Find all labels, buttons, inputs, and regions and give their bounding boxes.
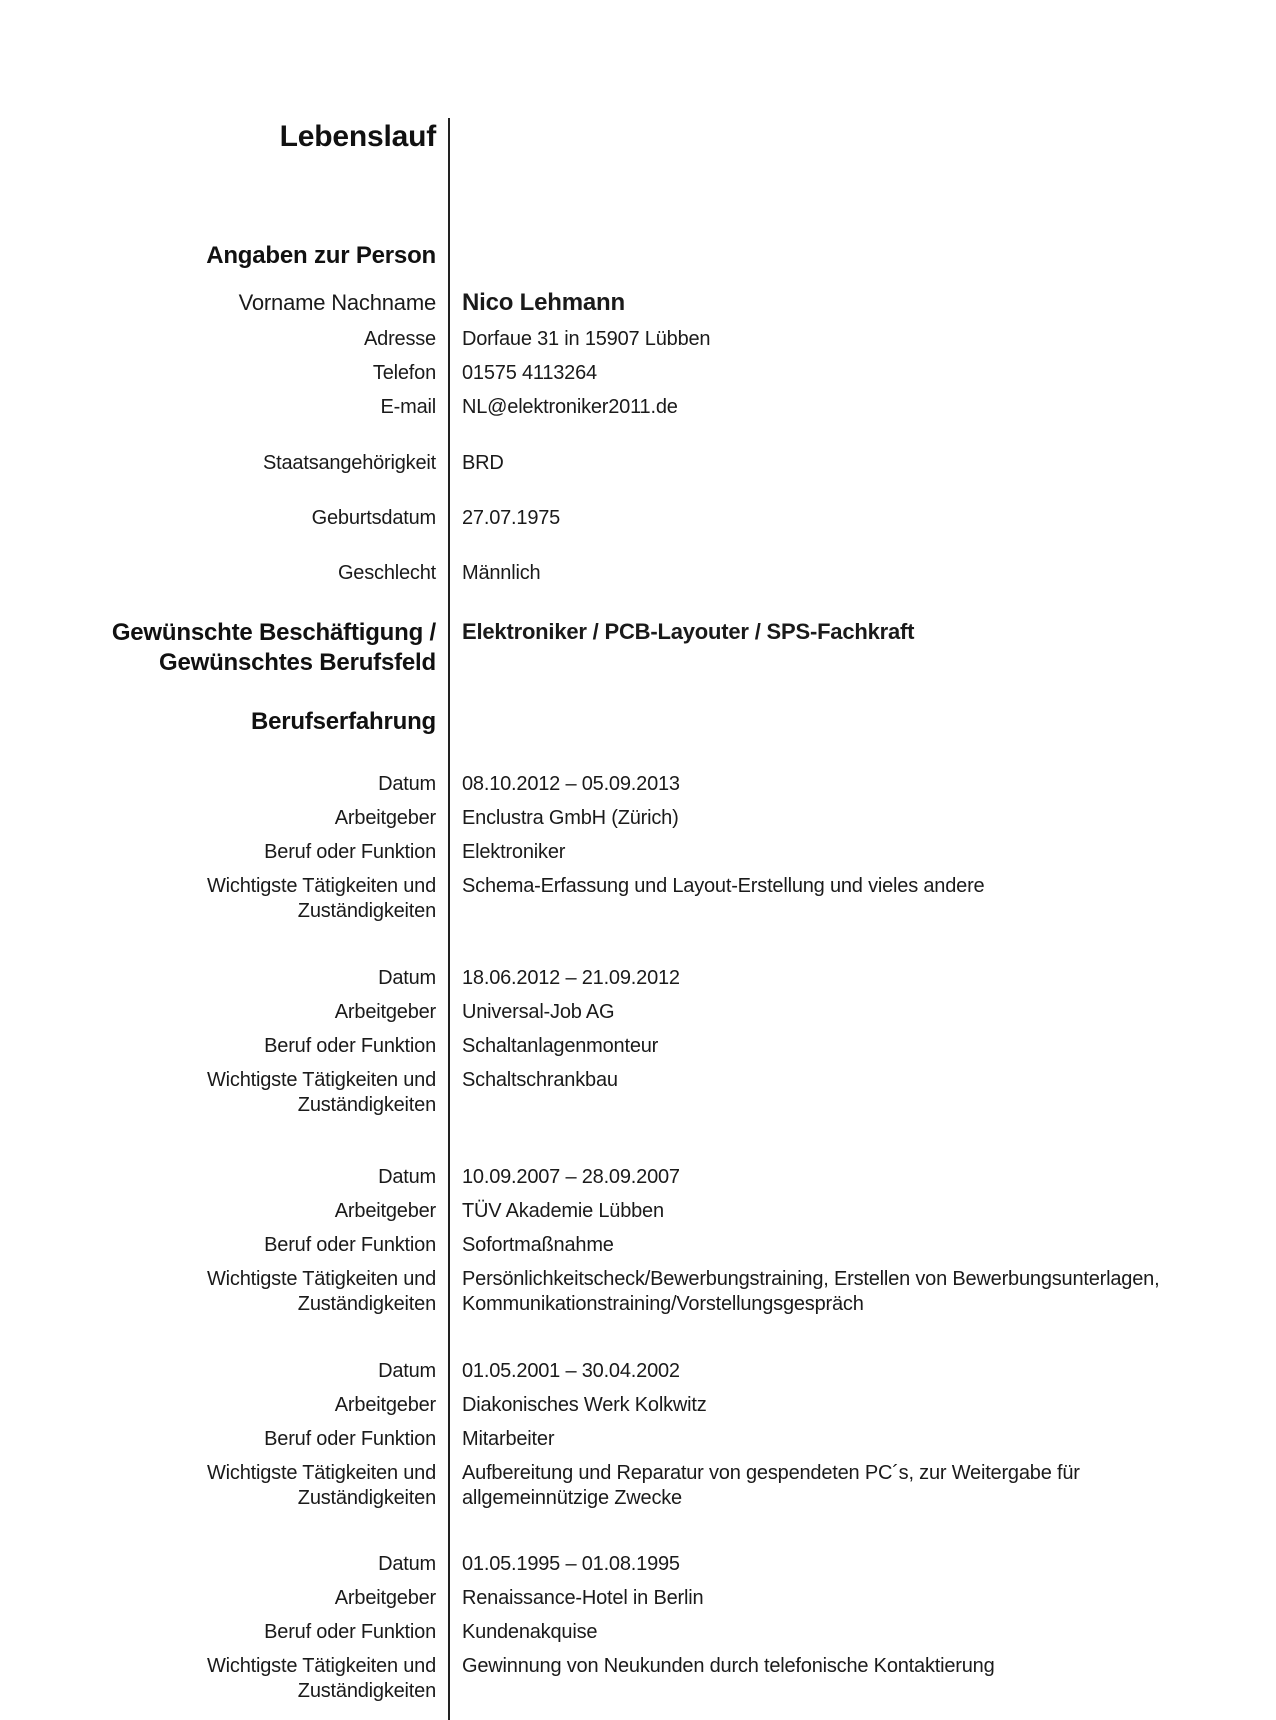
duties-label: Zuständigkeiten: [297, 1680, 436, 1702]
email-value: NL@elektroniker2011.de: [462, 396, 678, 418]
desired-job-heading-line1: Gewünschte Beschäftigung /: [111, 619, 436, 646]
date-value: 10.09.2007 – 28.09.2007: [462, 1166, 680, 1188]
duties-label: Wichtigste Tätigkeiten und: [207, 1268, 436, 1290]
phone-label: Telefon: [372, 362, 436, 384]
experience-heading: Berufserfahrung: [250, 708, 436, 735]
address-value: Dorfaue 31 in 15907 Lübben: [462, 328, 711, 350]
duties-value: Aufbereitung und Reparatur von gespendeten PC´s, zur Weitergabe für allgemeinnützige Zwecke: [462, 1462, 1080, 1509]
name-label: Vorname Nachname: [238, 290, 436, 315]
role-value: Mitarbeiter: [462, 1428, 555, 1450]
employer-label: Arbeitgeber: [334, 1587, 436, 1609]
duties-label: Zuständigkeiten: [297, 1094, 436, 1116]
gender-value: Männlich: [462, 562, 541, 584]
employer-label: Arbeitgeber: [334, 1200, 436, 1222]
duties-label: Zuständigkeiten: [297, 1487, 436, 1509]
role-label: Beruf oder Funktion: [264, 1234, 436, 1256]
duties-label: Wichtigste Tätigkeiten und: [207, 1655, 436, 1677]
role-value: Sofortmaßnahme: [462, 1234, 614, 1256]
employer-value: TÜV Akademie Lübben: [462, 1200, 664, 1222]
duties-label: Wichtigste Tätigkeiten und: [207, 1069, 436, 1091]
name-value: Nico Lehmann: [462, 289, 625, 316]
date-label: Datum: [378, 967, 436, 989]
duties-label: Wichtigste Tätigkeiten und: [207, 1462, 436, 1484]
employer-value: Enclustra GmbH (Zürich): [462, 807, 679, 829]
nationality-label: Staatsangehörigkeit: [263, 452, 436, 474]
birthdate-label: Geburtsdatum: [311, 507, 436, 529]
duties-label: Wichtigste Tätigkeiten und: [207, 875, 436, 897]
date-value: 01.05.2001 – 30.04.2002: [462, 1360, 680, 1382]
role-value: Elektroniker: [462, 841, 566, 863]
duties-value: Schema-Erfassung und Layout-Erstellung und vieles andere: [462, 875, 985, 897]
employer-label: Arbeitgeber: [334, 1001, 436, 1023]
role-value: Schaltanlagenmonteur: [462, 1035, 659, 1057]
date-label: Datum: [378, 1553, 436, 1575]
duties-value: Schaltschrankbau: [462, 1069, 618, 1091]
date-value: 18.06.2012 – 21.09.2012: [462, 967, 680, 989]
address-label: Adresse: [364, 328, 436, 350]
employer-label: Arbeitgeber: [334, 1394, 436, 1416]
date-value: 08.10.2012 – 05.09.2013: [462, 773, 680, 795]
date-label: Datum: [378, 773, 436, 795]
role-label: Beruf oder Funktion: [264, 841, 436, 863]
desired-job-value: Elektroniker / PCB-Layouter / SPS-Fachkraft: [462, 619, 915, 644]
email-label: E-mail: [380, 396, 436, 418]
duties-value: Gewinnung von Neukunden durch telefonische Kontaktierung: [462, 1655, 995, 1677]
role-label: Beruf oder Funktion: [264, 1035, 436, 1057]
phone-value: 01575 4113264: [462, 362, 597, 384]
date-label: Datum: [378, 1360, 436, 1382]
date-value: 01.05.1995 – 01.08.1995: [462, 1553, 680, 1575]
document-title: Lebenslauf: [279, 120, 436, 153]
date-label: Datum: [378, 1166, 436, 1188]
role-label: Beruf oder Funktion: [264, 1621, 436, 1643]
personal-info-heading: Angaben zur Person: [206, 242, 436, 269]
role-value: Kundenakquise: [462, 1621, 598, 1643]
birthdate-value: 27.07.1975: [462, 507, 561, 529]
nationality-value: BRD: [462, 452, 504, 474]
column-divider: [448, 118, 450, 1720]
gender-label: Geschlecht: [337, 562, 436, 584]
duties-label: Zuständigkeiten: [297, 1293, 436, 1315]
employer-value: Renaissance-Hotel in Berlin: [462, 1587, 704, 1609]
role-label: Beruf oder Funktion: [264, 1428, 436, 1450]
duties-value: Persönlichkeitscheck/Bewerbungstraining, Erstellen von Bewerbungsunterlagen, Kommunikationstraining/Vorstellungsgespräch: [462, 1268, 1160, 1315]
desired-job-heading-line2: Gewünschtes Berufsfeld: [158, 649, 436, 676]
employer-label: Arbeitgeber: [334, 807, 436, 829]
employer-value: Universal-Job AG: [462, 1001, 615, 1023]
duties-label: Zuständigkeiten: [297, 900, 436, 922]
employer-value: Diakonisches Werk Kolkwitz: [462, 1394, 707, 1416]
